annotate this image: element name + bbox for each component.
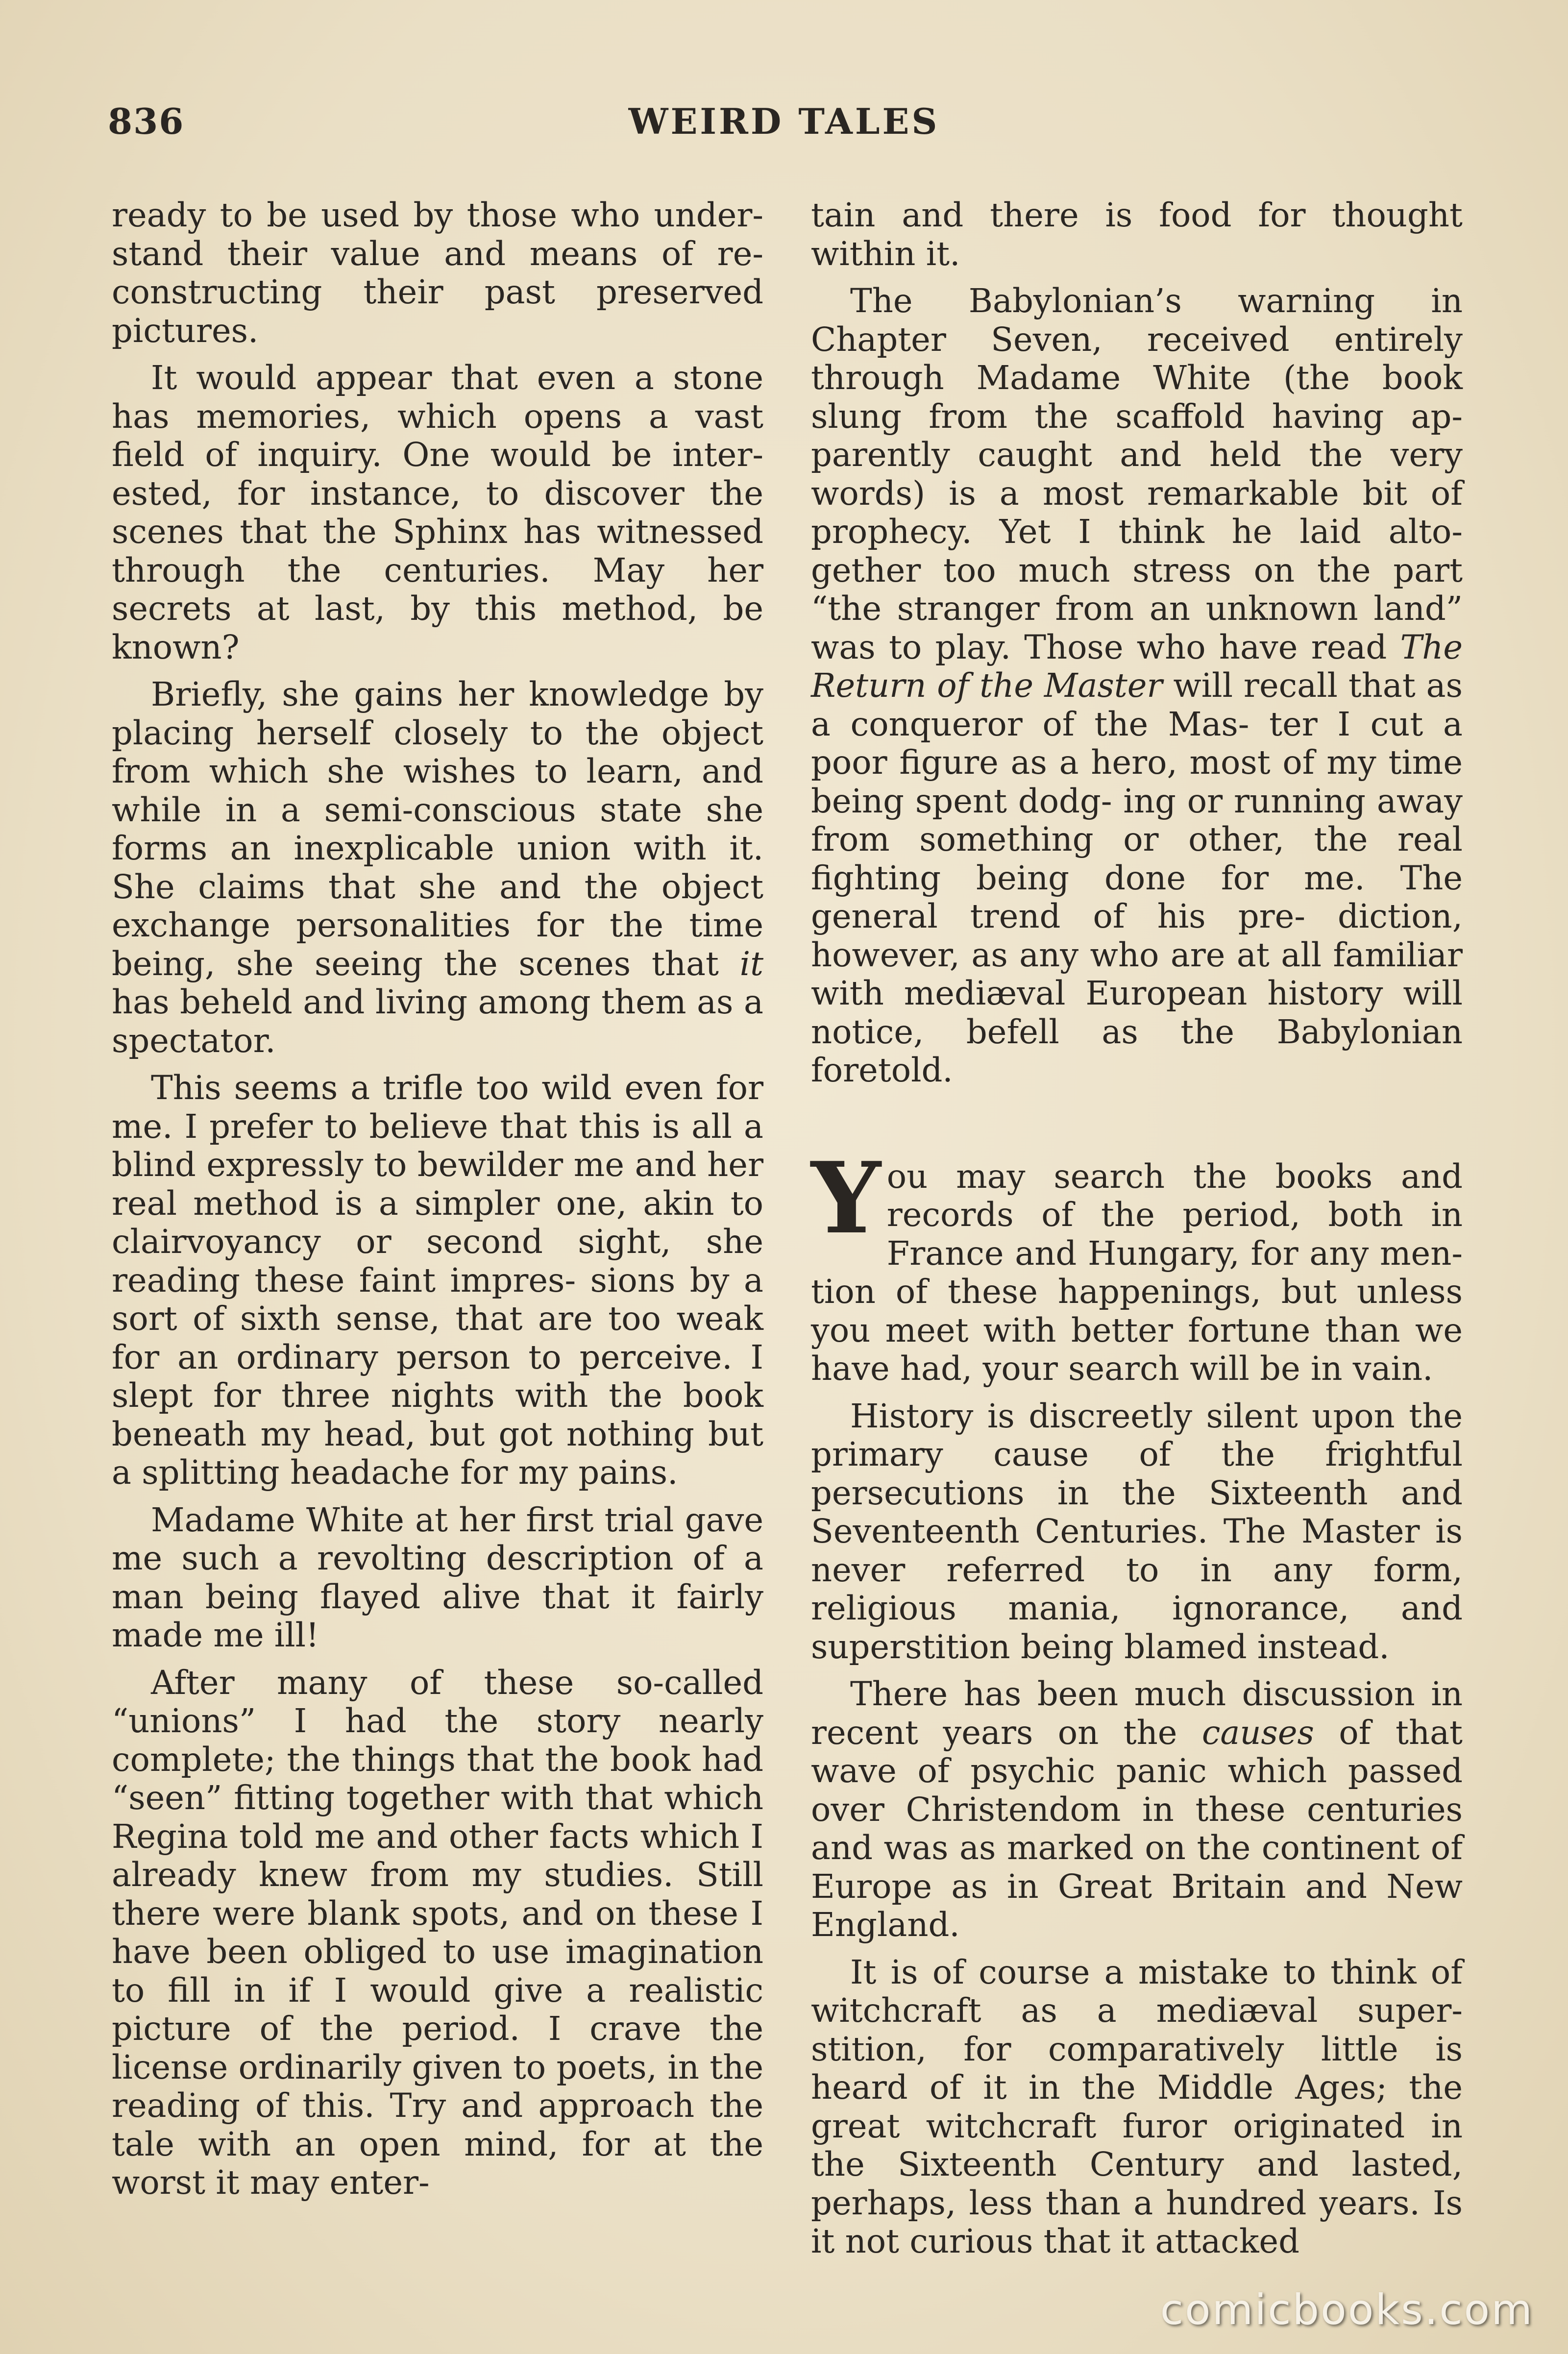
paragraph (112, 675, 763, 1060)
paragraph (811, 1140, 1463, 1388)
italic-text: causes (1201, 1713, 1314, 1752)
italic-text: The Return of the Master (811, 628, 1463, 705)
text-run: ou may search the books and records of the period, both in France and Hungary, for any men- tion of these happenings, but unless you meet with better fortune than we have had, your search will be in vain. (811, 1157, 1463, 1388)
paragraph: Madame White at her first trial gave me such a revolting description of a man being flayed alive that it fairly made me ill! (112, 1500, 763, 1654)
paragraph (811, 1675, 1463, 1944)
watermark: comicbooks.com (1160, 2285, 1534, 2334)
paragraph: ready to be used by those who under- stand their value and means of re- constructing their past preserved pictures. (112, 196, 763, 350)
italic-text: it (739, 944, 763, 983)
right-column (811, 196, 1463, 2270)
drop-cap: Y (811, 1140, 881, 1256)
paragraph: After many of these so-called “unions” I had the story nearly complete; the things that the book had “seen” fitting together with that which Regina told me and other facts which I already knew from my studies. Still there were blank spots, and on these I have been obliged to use imagination to fill in if I would give a realistic picture of the period. I crave the license ordinarily given to poets, in the reading of this. Try and approach the tale with an open mind, for at the worst it may enter- (112, 1663, 763, 2202)
text-run: has beheld and living among them as a spectator. (112, 983, 763, 1060)
text-run: Briefly, she gains her knowledge by placing herself closely to the object from which she wishes to learn, and while in a semi-conscious state she forms an inexplicable union with it. She claims that she and the object exchange personalities for the time being, she seeing the scenes that (112, 675, 763, 983)
page-number: 836 (108, 100, 185, 142)
paragraph: It would appear that even a stone has memories, which opens a vast field of inquiry. One would be inter- ested, for instance, to discover the scenes that the Sphinx has witnessed through the centuries. May her secrets at last, by this method, be known? (112, 359, 763, 666)
paragraph (811, 282, 1463, 1090)
paragraph: This seems a trifle too wild even for me. I prefer to believe that this is all a blind expressly to bewilder me and her real method is a simpler one, akin to clairvoyancy or second sight, she reading these faint impres- sions by a sort of sixth sense, that are too weak for an ordinary person to perceive. I slept for three nights with the book beneath my head, but got nothing but a splitting headache for my pains. (112, 1069, 763, 1492)
paragraph: History is discreetly silent upon the primary cause of the frightful persecutions in the Sixteenth and Seventeenth Centuries. The Master is never referred to in any form, religious mania, ignorance, and superstition being blamed instead. (811, 1397, 1463, 1666)
page-header (108, 100, 1460, 154)
left-column (112, 196, 763, 2211)
running-title: WEIRD TALES (628, 100, 940, 142)
paragraph: It is of course a mistake to think of witchcraft as a mediæval super- stition, for comparatively little is heard of it in the Middle Ages; the great witchcraft furor originated in the Sixteenth Century and lasted, perhaps, less than a hundred years. Is it not curious that it attacked (811, 1953, 1463, 2260)
text-run: The Babylonian’s warning in Chapter Seven, received entirely through Madame White (the book slung from the scaffold having ap- parently caught and held the very words) is a most remarkable bit of prophecy. Yet I think he laid alto- gether too much stress on the part “the stranger from an unknown land” was to play. Those who have read (811, 282, 1463, 666)
section-break (811, 1099, 1463, 1157)
text-run: of that wave of psychic panic which passed over Christendom in these centuries and was as marked on the continent of Europe as in Great Britain and New England. (811, 1713, 1463, 1944)
text-run: There has been much discussion in recent years on the (811, 1675, 1463, 1752)
text-run: will recall that as a conqueror of the Mas- ter I cut a poor figure as a hero, most of my time being spent dodg- ing or running away from something or other, the real fighting being done for me. The general trend of his pre- diction, however, as any who are at all familiar with mediæval European history will notice, befell as the Babylonian foretold. (811, 666, 1463, 1089)
paragraph: tain and there is food for thought within it. (811, 196, 1463, 273)
